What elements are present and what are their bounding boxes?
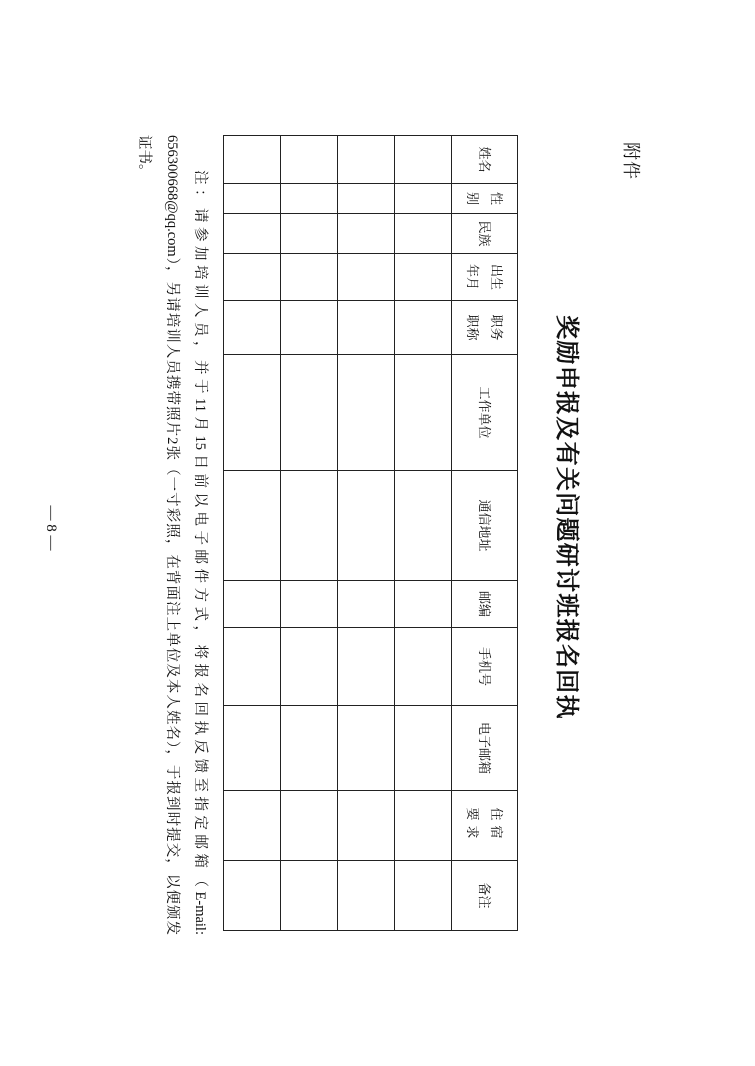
header-position-title [452,301,518,355]
header-ethnicity [452,214,518,254]
header-label: 住宿要求 [465,807,505,844]
table-cell [281,214,338,254]
table-cell [281,706,338,791]
table-cell [224,581,281,628]
header-mobile [452,628,518,706]
table-cell [338,471,395,581]
table-cell [338,214,395,254]
header-accommodation [452,791,518,861]
table-row [338,136,395,931]
table-cell [281,184,338,214]
table-cell [338,301,395,355]
table-cell [338,628,395,706]
table-cell [224,214,281,254]
note-line: 注：请参加培训人员，并于11月15日前以电子邮件方式，将报名回执反馈至指定邮箱（E-mail: [192,170,208,935]
table-cell [395,706,452,791]
table-cell [281,355,338,471]
header-label: 职务职称 [465,314,505,341]
table-cell [395,136,452,184]
table-cell [281,471,338,581]
page-number: — 8 — [43,505,59,551]
table-cell [338,861,395,931]
registration-table [223,135,518,931]
table-cell [395,184,452,214]
table-cell [224,184,281,214]
table-cell [395,254,452,301]
header-gender [452,184,518,214]
table-cell [281,254,338,301]
header-email [452,706,518,791]
header-remarks [452,861,518,931]
table-cell [395,791,452,861]
table-cell [281,861,338,931]
table-cell [395,581,452,628]
header-label: 民族 [477,220,493,247]
table-cell [281,136,338,184]
table-cell [224,136,281,184]
table-cell [281,581,338,628]
table-cell [338,355,395,471]
table-cell [395,355,452,471]
table-header-row [452,136,518,931]
header-label: 性别 [465,191,505,205]
header-label: 手机号 [477,646,493,686]
header-birth-date [452,254,518,301]
header-label: 工作单位 [477,386,493,439]
header-label: 备注 [477,882,493,909]
document-title: 奖励申报及有关问题研讨班报名回执 [553,315,582,720]
table-cell [224,471,281,581]
note-paragraph [130,135,214,935]
note-line: 证书。 [136,135,152,179]
table-cell [224,706,281,791]
table-cell [395,301,452,355]
table-row [281,136,338,931]
table-cell [281,628,338,706]
header-label: 电子邮箱 [477,721,493,774]
table-row [395,136,452,931]
table-cell [338,706,395,791]
attachment-label: 附件 [621,142,641,180]
header-work-unit [452,355,518,471]
table-cell [395,628,452,706]
table-cell [224,861,281,931]
table-cell [224,628,281,706]
header-label: 通信地址 [477,499,493,552]
note-line: 656300668@qq.com），另请培训人员携带照片2张（一寸彩照，在背面注上单位及本人姓名），于报到时提交，以便颁发 [164,135,180,935]
table-cell [338,184,395,214]
table-cell [338,254,395,301]
table-cell [224,254,281,301]
header-label: 姓名 [477,146,493,173]
header-label: 邮编 [477,590,493,617]
table-cell [395,471,452,581]
header-name [452,136,518,184]
table-cell [281,791,338,861]
table-cell [281,301,338,355]
table-cell [395,214,452,254]
header-label: 出生年月 [465,263,505,290]
table-cell [338,136,395,184]
table-cell [224,791,281,861]
header-postal-code [452,581,518,628]
header-mailing-address [452,471,518,581]
table-row [224,136,281,931]
table-cell [395,861,452,931]
table-cell [338,581,395,628]
table-cell [338,791,395,861]
table-cell [224,301,281,355]
table-cell [224,355,281,471]
